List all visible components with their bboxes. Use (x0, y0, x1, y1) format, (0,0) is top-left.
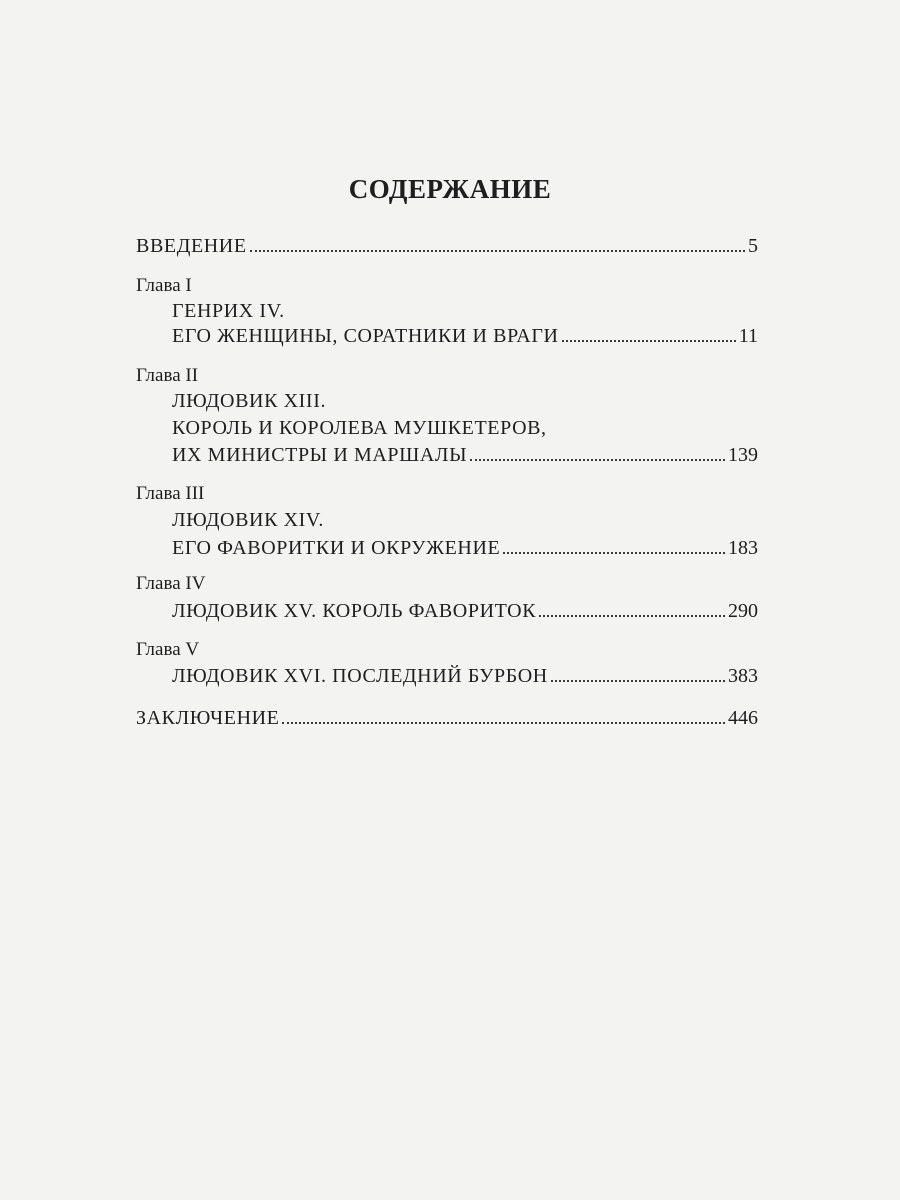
toc-page-number: 290 (728, 600, 758, 622)
toc-page-number: 11 (738, 325, 758, 347)
toc-page-number: 383 (728, 665, 758, 687)
toc-entry-chapter4 (172, 599, 758, 623)
dot-leader (562, 340, 736, 342)
dot-leader (282, 722, 725, 724)
toc-entry-label: ЕГО ЖЕНЩИНЫ, СОРАТНИКИ И ВРАГИ (172, 325, 559, 347)
toc-entry-chapter1 (172, 324, 758, 348)
toc-entry-label: ИХ МИНИСТРЫ И МАРШАЛЫ (172, 444, 468, 466)
chapter-number: Глава IV (136, 573, 206, 594)
toc-entry-intro (136, 234, 758, 258)
page-title: СОДЕРЖАНИЕ (348, 174, 552, 204)
toc-page-number: 139 (728, 444, 758, 466)
toc-entry-chapter3 (172, 536, 758, 560)
toc-entry-label: ЛЮДОВИК XVI. ПОСЛЕДНИЙ БУРБОН (172, 665, 548, 687)
chapter-number: Глава I (136, 275, 192, 296)
dot-leader (503, 552, 725, 554)
dot-leader (551, 680, 725, 682)
dot-leader (250, 250, 745, 252)
toc-entry-chapter5 (172, 664, 758, 688)
dot-leader (539, 615, 725, 617)
chapter-number: Глава II (136, 365, 199, 386)
chapter-title-line: ЛЮДОВИК XIII. (172, 390, 327, 412)
dot-leader (470, 459, 725, 461)
chapter-number: Глава V (136, 639, 200, 660)
toc-entry-label: ЕГО ФАВОРИТКИ И ОКРУЖЕНИЕ (172, 537, 501, 559)
chapter-title-line: КОРОЛЬ И КОРОЛЕВА МУШКЕТЕРОВ, (172, 417, 547, 439)
toc-page-number: 183 (728, 537, 758, 559)
chapter-title-line: ЛЮДОВИК XIV. (172, 509, 324, 531)
toc-entry-conclusion (136, 706, 758, 730)
toc-entry-label: ЛЮДОВИК XV. КОРОЛЬ ФАВОРИТОК (172, 600, 537, 622)
toc-page-number: 446 (728, 707, 758, 729)
toc-entry-chapter2 (172, 443, 758, 467)
chapter-number: Глава III (136, 483, 205, 504)
toc-entry-label: ВВЕДЕНИЕ (136, 235, 247, 257)
toc-entry-label: ЗАКЛЮЧЕНИЕ (136, 707, 280, 729)
toc-page-number: 5 (748, 235, 758, 257)
chapter-title-line: ГЕНРИХ IV. (172, 300, 285, 322)
